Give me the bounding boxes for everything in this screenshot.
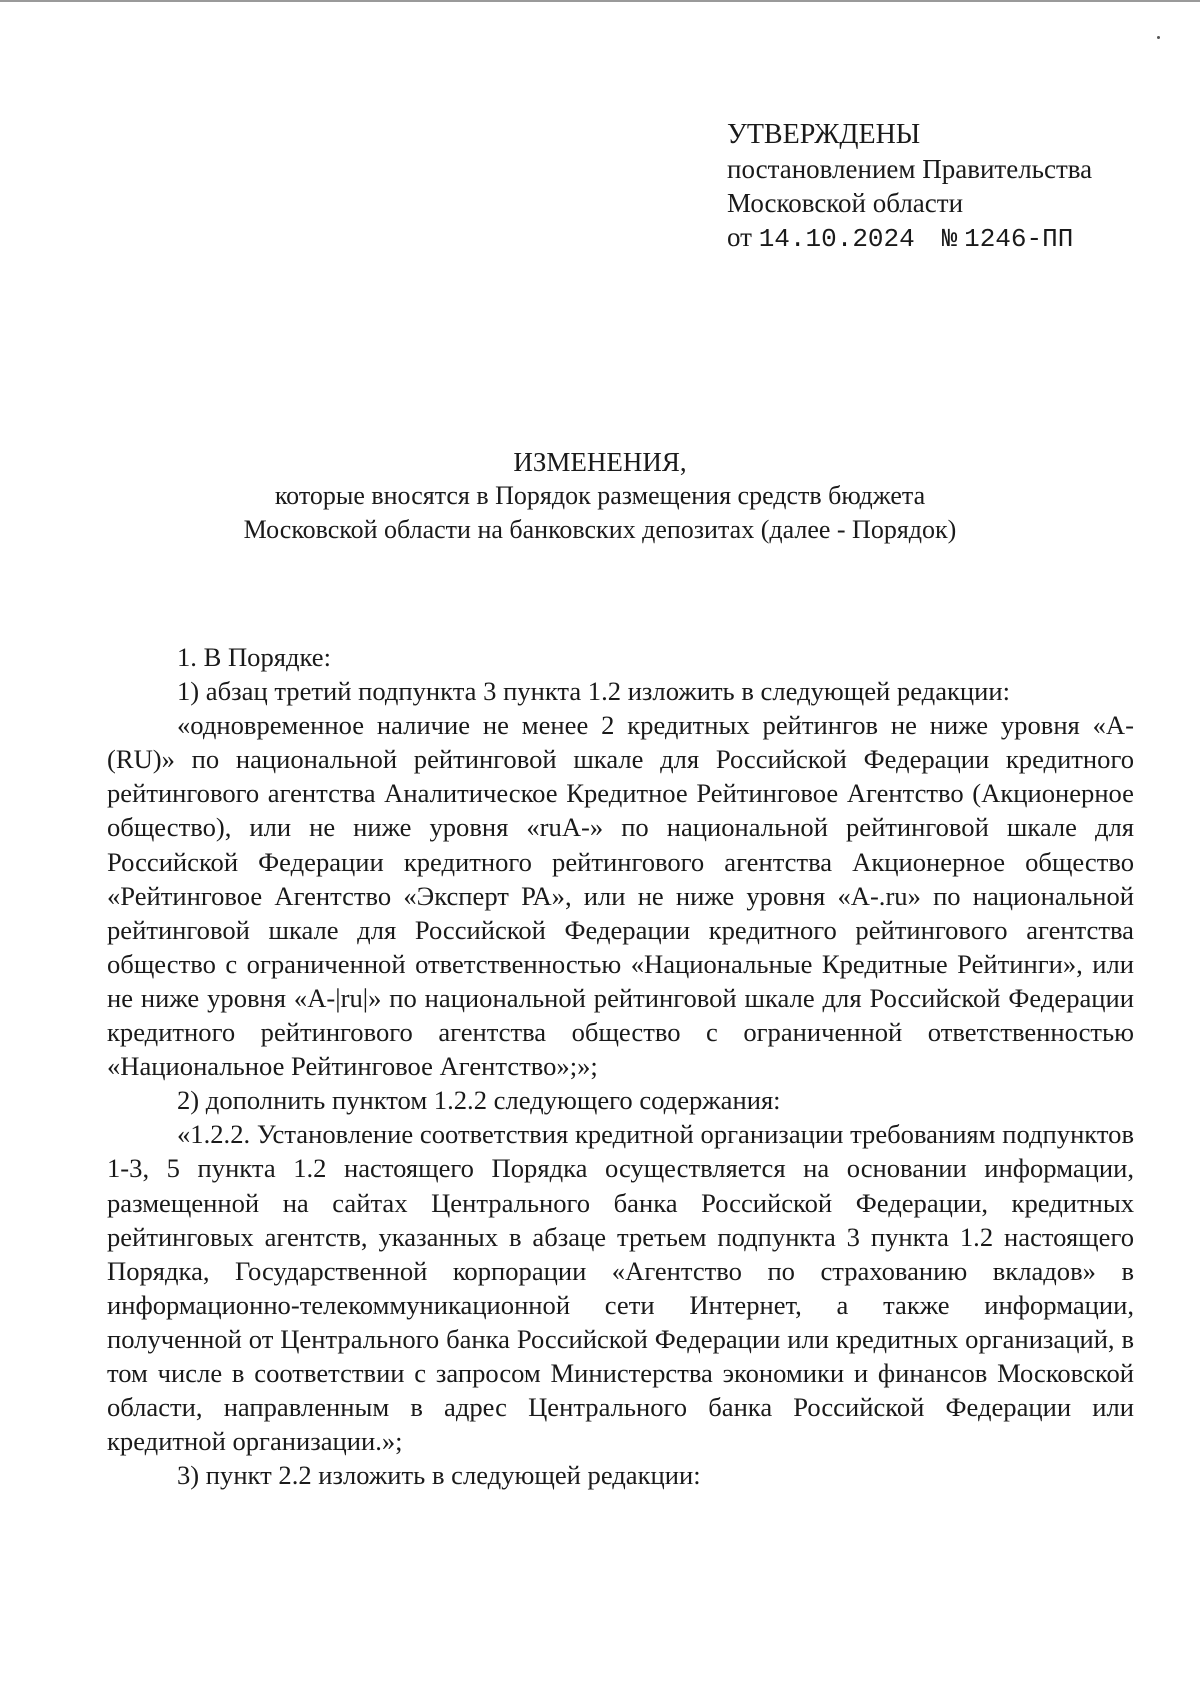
document-body [107,640,1134,1492]
approval-line-2: Московской области [727,188,964,218]
approval-number: 1246-ПП [964,224,1074,254]
approval-date-line [727,220,1092,256]
approval-date-prefix: от [727,222,752,252]
paragraph-item-2: 2) дополнить пунктом 1.2.2 следующего содержания: [177,1085,781,1116]
approval-date: 14.10.2024 [758,224,915,254]
document-title: ИЗМЕНЕНИЯ, [513,447,687,477]
paragraph-clause-1-2-2: «1.2.2. Установление соответствия кредитной организации требованиям подпунктов 1-3, 5 пункта 1.2 настоящего Порядка осуществляется на основании информации, размещенной на сайтах Центрального банка Российской Федерации, кредитных рейтинговых агентств, указанных в абзаце третьем подпункта 3 пункта 1.2 настоящего Порядка, Государственной корпорации «Агентство по страхованию вкладов» в информационно-телекоммуникационной сети Интернет, а также информации, полученной от Центрального банка Российской Федерации или кредитных организаций, в том числе в соответствии с запросом Министерства экономики и финансов Московской области, направленным в адрес Центрального банка Российской Федерации или кредитной организации.»; [107,1119,1134,1457]
document-subtitle-line-2: Московской области на банковских депозитах (далее - Порядок) [243,515,957,544]
approval-number-label: № [941,224,958,254]
document-heading [0,445,1200,547]
scan-top-edge [0,0,1200,2]
scan-speck [1157,36,1160,39]
approval-title: УТВЕРЖДЕНЫ [727,119,921,150]
approval-block [727,118,1092,256]
paragraph-rating-requirements: «одновременное наличие не менее 2 кредитных рейтингов не ниже уровня «A-(RU)» по национальной рейтинговой шкале для Российской Федерации кредитного рейтингового агентства Аналитическое Кредитное Рейтинговое Агентство (Акционерное общество), или не ниже уровня «ruA-» по национальной рейтинговой шкале для Российской Федерации кредитного рейтингового агентства Акционерное общество «Рейтинговое Агентство «Эксперт РА», или не ниже уровня «A-.ru» по национальной рейтинговой шкале для Российской Федерации кредитного рейтингового агентства общество с ограниченной ответственностью «Национальные Кредитные Рейтинги», или не ниже уровня «A-|ru|» по национальной рейтинговой шкале для Российской Федерации кредитного рейтингового агентства общество с ограниченной ответственностью «Национальное Рейтинговое Агентство»;»; [107,710,1134,1082]
document-subtitle-line-1: которые вносятся в Порядок размещения средств бюджета [274,481,926,510]
paragraph-section-1: 1. В Порядке: [177,642,331,672]
approval-line-1: постановлением Правительства [727,154,1093,184]
paragraph-item-1: 1) абзац третий подпункта 3 пункта 1.2 изложить в следующей редакции: [177,676,1011,707]
paragraph-item-3: 3) пункт 2.2 изложить в следующей редакции: [177,1460,701,1491]
